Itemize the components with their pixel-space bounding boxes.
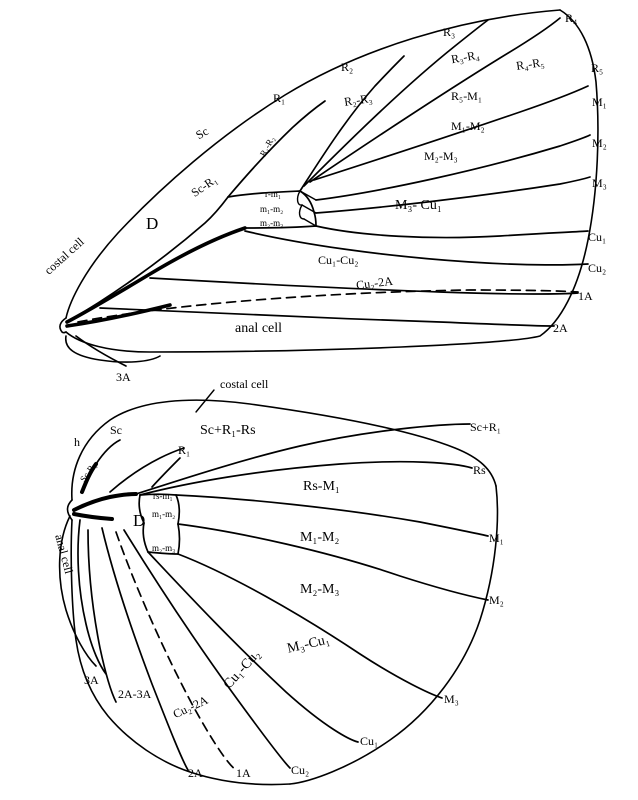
- label-hw-m1-m2: M₁-M₂: [300, 530, 340, 545]
- label-sc: Sc: [193, 123, 211, 143]
- label-r1: R₁: [273, 91, 286, 105]
- label-hw-rs-m1-crossvein: rs-m₁: [153, 491, 173, 501]
- label-cu2: Cu₂: [588, 261, 607, 275]
- hindwing-vein-1a-dashed: [116, 532, 236, 770]
- label-hw-m3-cu1: M₃-Cu₁: [285, 632, 332, 657]
- label-hw-cu1-cu2: Cu₁-Cu₂: [220, 647, 264, 693]
- label-r5: R₅: [591, 61, 604, 75]
- label-hw-discal-cell-d: D: [133, 511, 146, 530]
- hindwing-outline: [60, 400, 498, 784]
- label-hw-anal-cell: anal cell: [52, 532, 77, 576]
- label-hw-sc-r1-vein: Sc-R₁: [78, 460, 99, 484]
- label-r3: R₃: [443, 25, 456, 39]
- label-hw-2a: 2A: [188, 766, 203, 780]
- label-2a: 2A: [553, 321, 568, 335]
- label-r5-m1: R₅-M₁: [451, 89, 483, 103]
- label-m1-m2-crossvein: m₁-m₂: [260, 204, 284, 214]
- label-cu2-2a: Cu₂-2A: [355, 273, 394, 293]
- label-r3-r4: R₃-R₄: [450, 47, 481, 67]
- label-hw-m1-m2-crossvein: m₁-m₂: [152, 509, 176, 519]
- label-hw-sc-r1: Sc+R₁: [470, 420, 501, 434]
- label-hw-costal-cell: costal cell: [220, 377, 269, 391]
- label-hw-h: h: [74, 435, 80, 449]
- label-hw-m2-m3-crossvein: m₂-m₃: [152, 543, 176, 553]
- label-3a: 3A: [116, 370, 131, 384]
- label-m3: M₃: [592, 176, 607, 190]
- label-hw-rs: Rs: [473, 463, 486, 477]
- label-hw-r1: R₁: [178, 443, 191, 457]
- label-r1-r2: R₁-R₂: [257, 134, 277, 159]
- label-hw-3a: 3A: [84, 673, 99, 687]
- label-cu1: Cu₁: [588, 230, 607, 244]
- label-r2: R₂: [341, 60, 354, 74]
- label-costal-cell: costal cell: [41, 234, 87, 278]
- hindwing-veins: [78, 424, 488, 770]
- label-hw-m2-m3: M₂-M₃: [300, 582, 340, 597]
- label-discal-cell-d: D: [146, 214, 159, 233]
- label-hw-cu2-2a: Cu₂-2A: [170, 692, 211, 722]
- label-r2-r3: R₂-R₃: [343, 91, 374, 109]
- label-r-m1-crossvein: r-m₁: [265, 189, 281, 199]
- label-m2: M₂: [592, 136, 607, 150]
- label-hw-rs-m1: Rs-M₁: [303, 479, 340, 494]
- label-sc-r1: Sc-R₁: [188, 172, 220, 200]
- label-hw-m2: M₂: [489, 593, 504, 607]
- label-hw-2a-3a: 2A-3A: [118, 687, 152, 701]
- label-m1: M₁: [592, 95, 607, 109]
- label-hw-cu2: Cu₂: [291, 763, 310, 777]
- label-r4: R₄: [565, 11, 578, 25]
- label-m1-m2: M₁-M₂: [451, 119, 485, 133]
- label-m2-m3: M₂-M₃: [424, 149, 458, 163]
- label-hw-m1: M₁: [489, 531, 504, 545]
- label-r4-r5: R₄-R₅: [515, 55, 546, 73]
- label-hw-sc: Sc: [110, 423, 122, 437]
- label-anal-cell: anal cell: [235, 321, 283, 336]
- label-cu1-cu2: Cu₁-Cu₂: [318, 253, 359, 267]
- label-hw-1a: 1A: [236, 766, 251, 780]
- label-1a: 1A: [578, 289, 593, 303]
- label-hw-cu1: Cu₁: [360, 734, 379, 748]
- forewing-basal-veins: [67, 228, 245, 326]
- label-m3-cu1: M₃- Cu₁: [395, 198, 442, 213]
- label-m2-m3-crossvein: m₂-m₃: [260, 218, 284, 228]
- label-hw-sc-r1-rs: Sc+R₁-Rs: [200, 423, 256, 438]
- label-hw-m3: M₃: [444, 692, 459, 706]
